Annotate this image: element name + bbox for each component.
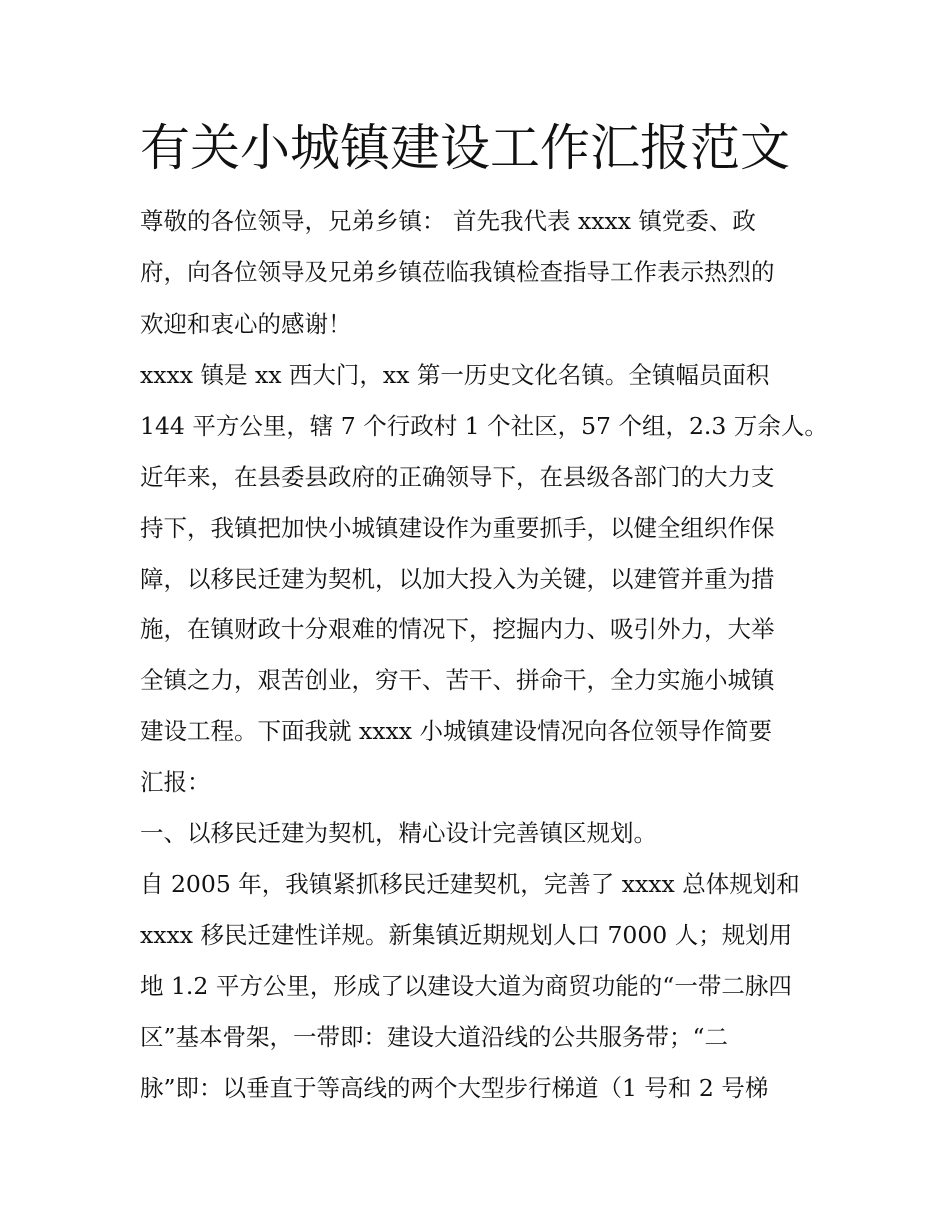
body-line: 自 2005 年，我镇紧抓移民迁建契机，完善了 xxxx 总体规划和 <box>140 870 800 898</box>
body-line: 144 平方公里，辖 7 个行政村 1 个社区，57 个组，2.3 万余人。 <box>140 412 828 440</box>
body-line: 区”基本骨架，一带即：建设大道沿线的公共服务带；“二 <box>140 1023 729 1051</box>
body-line: xxxx 镇是 xx 西大门，xx 第一历史文化名镇。全镇幅员面积 <box>140 361 770 389</box>
body-line: xxxx 移民迁建性详规。新集镇近期规划人口 7000 人；规划用 <box>140 921 793 949</box>
body-line: 全镇之力，艰苦创业，穷干、苦干、拼命干，全力实施小城镇 <box>140 666 775 694</box>
body-line: 近年来，在县委县政府的正确领导下，在县级各部门的大力支 <box>140 463 775 491</box>
body-line: 脉”即：以垂直于等高线的两个大型步行梯道（1 号和 2 号梯 <box>140 1074 769 1102</box>
section-heading: 一、以移民迁建为契机，精心设计完善镇区规划。 <box>140 819 657 847</box>
body-line: 欢迎和衷心的感谢！ <box>140 310 352 338</box>
body-line: 障，以移民迁建为契机，以加大投入为关键，以建管并重为措 <box>140 565 775 593</box>
body-line: 汇报： <box>140 768 211 796</box>
body-line: 尊敬的各位领导，兄弟乡镇： 首先我代表 xxxx 镇党委、政 <box>140 207 756 235</box>
body-line: 地 1.2 平方公里，形成了以建设大道为商贸功能的“一带二脉四 <box>140 972 792 1000</box>
document-title: 有关小城镇建设工作汇报范文 <box>140 119 790 177</box>
body-line: 施，在镇财政十分艰难的情况下，挖掘内力、吸引外力，大举 <box>140 615 775 643</box>
body-line: 持下，我镇把加快小城镇建设作为重要抓手，以健全组织作保 <box>140 514 775 542</box>
body-line: 建设工程。下面我就 xxxx 小城镇建设情况向各位领导作简要 <box>140 717 772 745</box>
body-line: 府，向各位领导及兄弟乡镇莅临我镇检查指导工作表示热烈的 <box>140 258 775 286</box>
